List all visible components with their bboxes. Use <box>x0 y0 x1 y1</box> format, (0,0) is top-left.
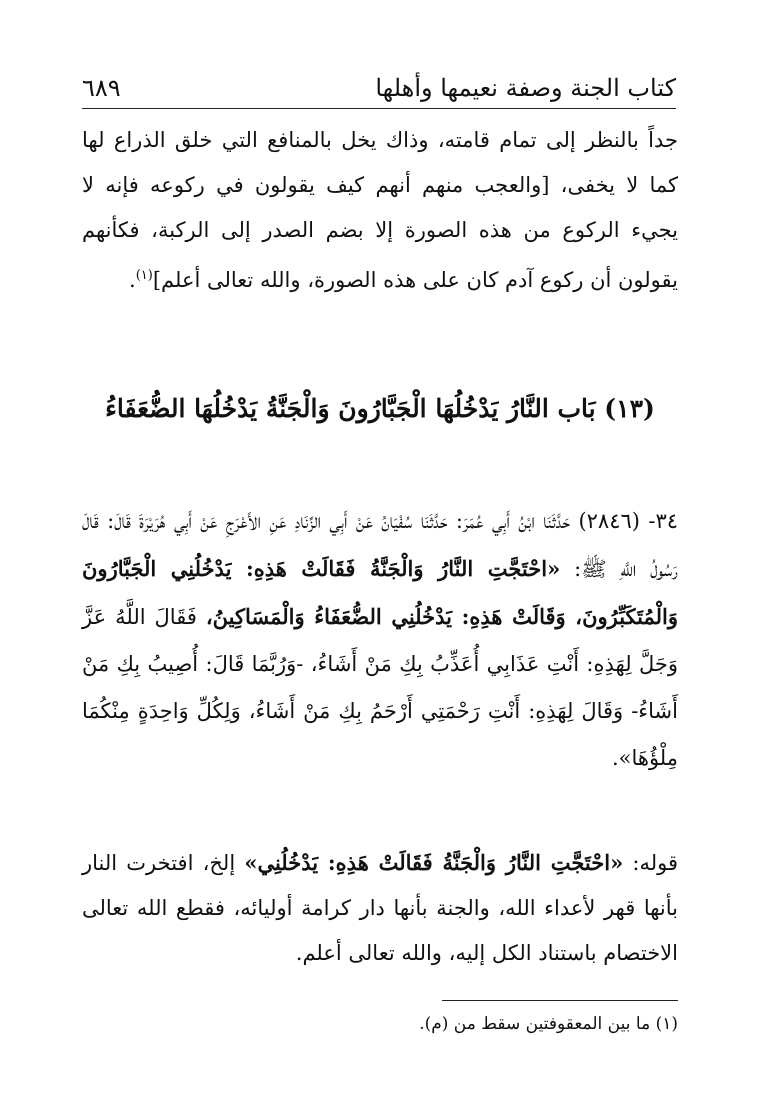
commentary-paragraph <box>82 840 678 976</box>
commentary-lead: قوله: <box>623 851 679 875</box>
opening-paragraph-text: جداً بالنظر إلى تمام قامته، وذاك يخل بالمنافع التي خلق الذراع لها كما لا يخفى، [والعجب منهم أنهم كيف يقولون في ركوعه فإنه لا يجيء الركوع من هذه الصورة إلا بضم الصدر إلى الركبة، فكأنهم يقولون أن ركوع آدم كان على هذه الصورة، والله تعالى أعلم] <box>82 128 679 292</box>
hadith-quote: «احْتَجَّتِ النَّارُ وَالْجَنَّةُ فَقَالَتْ هَذِهِ: يَدْخُلُنِي الْجَبَّارُونَ وَالْمُتَكَبِّرُونَ، وَقَالَتْ هَذِهِ: يَدْخُلُنِي الضُّعَفَاءُ وَالْمَسَاكِينُ، <box>82 556 679 629</box>
footnote-divider <box>442 1000 678 1001</box>
chapter-title: كتاب الجنة وصفة نعيمها وأهلها <box>375 74 676 102</box>
section-heading: (١٣) بَاب النَّارُ يَدْخُلُهَا الْجَبَّارُونَ وَالْجَنَّةُ يَدْخُلُهَا الضُّعَفَاءُ <box>105 394 655 423</box>
hadith-text <box>82 498 678 782</box>
commentary-quote: «احْتَجَّتِ النَّارُ وَالْجَنَّةُ فَقَالَتْ هَذِهِ: يَدْخُلُنِي» <box>244 850 624 875</box>
footnote: (١) ما بين المعقوفتين سقط من (م). <box>419 1014 678 1034</box>
commentary-text: إلخ، افتخرت النار بأنها قهر لأعداء الله، والجنة بأنها دار كرامة أوليائه، فقطع الله تعالى الاختصام باستناد الكل إليه، والله تعالى أعلم. <box>82 851 678 965</box>
opening-paragraph <box>82 118 678 303</box>
page-number: ٦٨٩ <box>82 74 121 102</box>
running-header <box>82 64 676 109</box>
opening-paragraph-end: . <box>129 268 136 292</box>
footnote-reference: (١) <box>135 268 153 283</box>
hadith-rest: فَقَالَ اللَّهُ عَزَّ وَجَلَّ لِهَذِهِ: أَنْتِ عَذَابِي أُعَذِّبُ بِكِ مَنْ أَشَاءُ، -وَرُبَّمَا قَالَ: أُصِيبُ بِكِ مَنْ أَشَاءُ- وَقَالَ لِهَذِهِ: أَنْتِ رَحْمَتِي أَرْحَمُ بِكِ مَنْ أَشَاءُ، وَلِكُلِّ وَاحِدَةٍ مِنْكُمَا مِلْؤُهَا». <box>82 605 678 770</box>
hadith-chain: ٣٤- (٢٨٤٦) حَدَّثَنَا ابْنُ أَبِي عُمَرَ: حَدَّثَنَا سُفْيَانُ عَنْ أَبِي الزِّنَادِ عَنِ الأَعْرَجِ عَنْ أَبِي هُرَيْرَةَ قَالَ: قَالَ رَسُولُ اللَّهِ ﷺ: <box>82 509 679 581</box>
